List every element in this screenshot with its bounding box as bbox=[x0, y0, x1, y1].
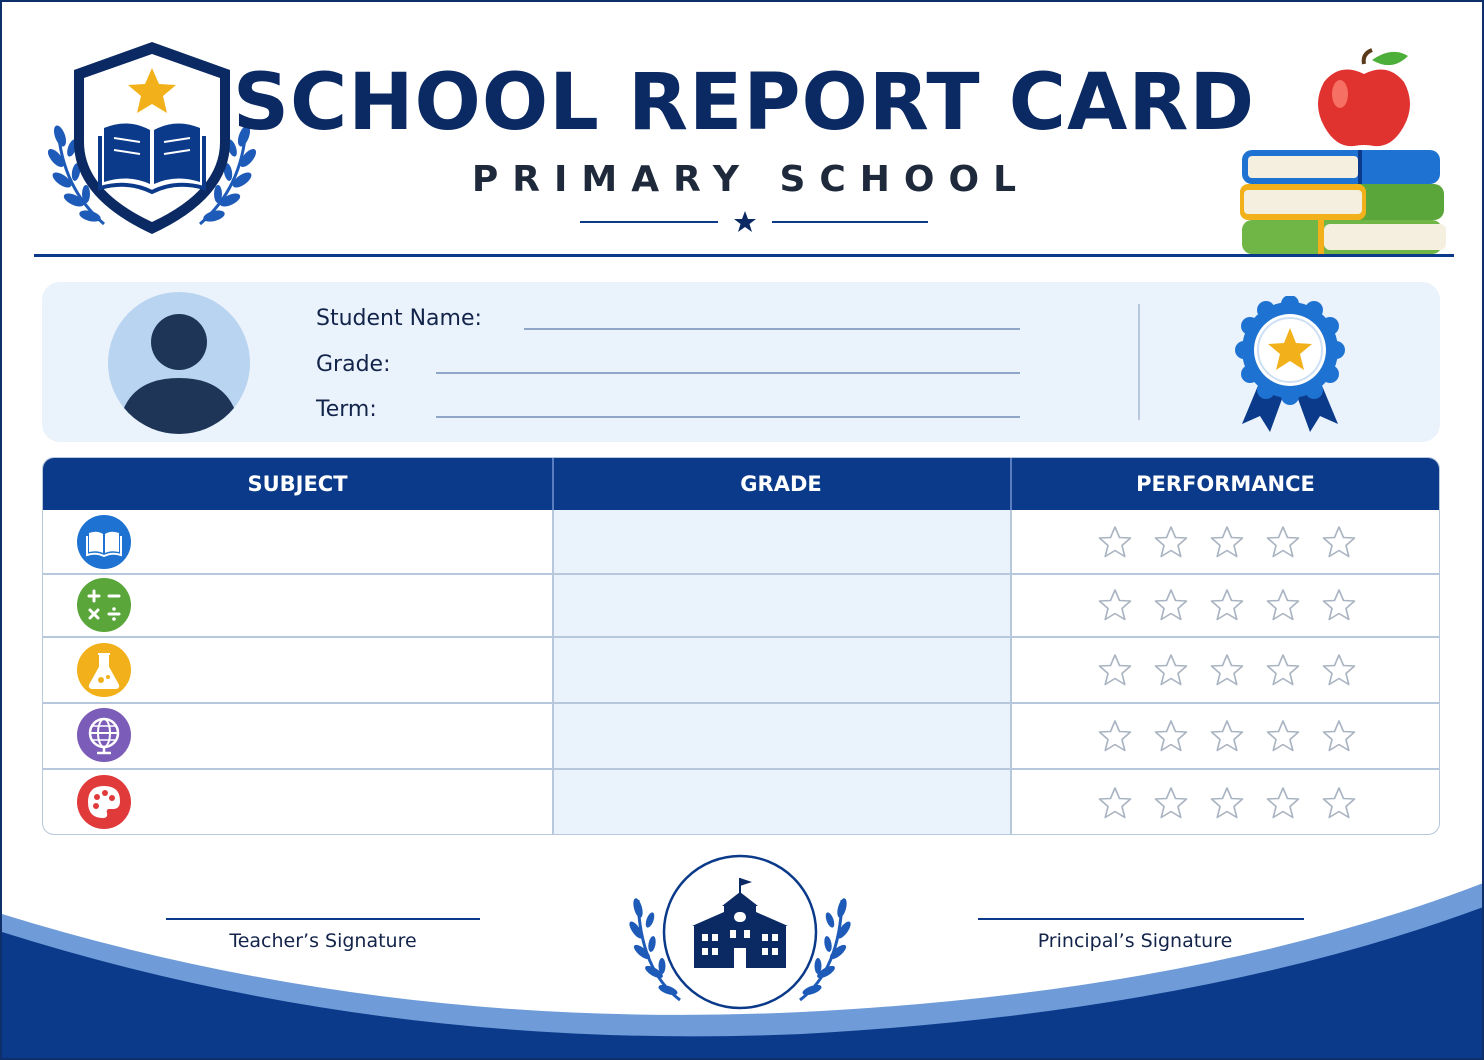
star-icon[interactable] bbox=[1322, 653, 1356, 687]
term-field[interactable] bbox=[436, 416, 1020, 418]
avatar bbox=[108, 292, 250, 434]
art-palette-icon bbox=[77, 775, 131, 829]
principal-signature-label: Principal’s Signature bbox=[1037, 930, 1233, 952]
star-icon[interactable] bbox=[1322, 786, 1356, 820]
header-subject: SUBJECT bbox=[247, 472, 348, 496]
subtitle-rule-right bbox=[772, 221, 928, 223]
star-icon[interactable] bbox=[1210, 786, 1244, 820]
star-icon[interactable] bbox=[1098, 653, 1132, 687]
star-icon[interactable] bbox=[1266, 588, 1300, 622]
star-icon[interactable] bbox=[1098, 588, 1132, 622]
star-icon[interactable] bbox=[1322, 525, 1356, 559]
star-icon[interactable] bbox=[1210, 653, 1244, 687]
star-icon[interactable] bbox=[1098, 525, 1132, 559]
star-icon[interactable] bbox=[1154, 786, 1188, 820]
star-rating[interactable] bbox=[1098, 588, 1356, 622]
teacher-signature-label: Teacher’s Signature bbox=[229, 930, 417, 952]
star-rating[interactable] bbox=[1098, 719, 1356, 753]
star-icon[interactable] bbox=[1266, 786, 1300, 820]
star-icon[interactable] bbox=[1210, 525, 1244, 559]
grade-label: Grade: bbox=[316, 352, 391, 377]
star-icon[interactable] bbox=[1322, 588, 1356, 622]
star-icon[interactable] bbox=[1210, 719, 1244, 753]
grades-table bbox=[42, 457, 1440, 835]
page-title: SCHOOL REPORT CARD bbox=[232, 58, 1256, 148]
star-icon[interactable] bbox=[1154, 719, 1188, 753]
book-icon bbox=[77, 515, 131, 569]
star-icon[interactable] bbox=[1154, 653, 1188, 687]
page-subtitle: PRIMARY SCHOOL bbox=[471, 159, 1031, 200]
teacher-signature-line[interactable] bbox=[166, 918, 480, 920]
award-ribbon-icon bbox=[1232, 296, 1348, 432]
star-icon[interactable] bbox=[1098, 786, 1132, 820]
header-grade: GRADE bbox=[740, 472, 822, 496]
student-name-field[interactable] bbox=[524, 328, 1020, 330]
grade-field[interactable] bbox=[436, 372, 1020, 374]
star-icon[interactable] bbox=[1154, 525, 1188, 559]
globe-icon bbox=[77, 708, 131, 762]
table-header bbox=[43, 458, 1439, 510]
star-rating[interactable] bbox=[1098, 786, 1356, 820]
star-icon[interactable] bbox=[1266, 719, 1300, 753]
principal-signature-line[interactable] bbox=[978, 918, 1304, 920]
star-icon[interactable] bbox=[1266, 525, 1300, 559]
star-icon[interactable] bbox=[1154, 588, 1188, 622]
books-apple-icon bbox=[1232, 46, 1452, 258]
student-name-label: Student Name: bbox=[316, 306, 482, 331]
subtitle-rule-left bbox=[580, 221, 718, 223]
star-divider-icon bbox=[733, 210, 757, 234]
panel-divider bbox=[1138, 304, 1140, 420]
star-icon[interactable] bbox=[1210, 588, 1244, 622]
school-building-emblem-icon bbox=[626, 850, 854, 1010]
student-info-panel bbox=[42, 282, 1440, 442]
star-rating[interactable] bbox=[1098, 525, 1356, 559]
science-flask-icon bbox=[77, 643, 131, 697]
math-icon bbox=[77, 578, 131, 632]
star-icon[interactable] bbox=[1098, 719, 1132, 753]
star-icon[interactable] bbox=[1322, 719, 1356, 753]
star-rating[interactable] bbox=[1098, 653, 1356, 687]
header-rule bbox=[34, 254, 1454, 257]
header-performance: PERFORMANCE bbox=[1136, 472, 1315, 496]
term-label: Term: bbox=[316, 397, 377, 422]
star-icon[interactable] bbox=[1266, 653, 1300, 687]
